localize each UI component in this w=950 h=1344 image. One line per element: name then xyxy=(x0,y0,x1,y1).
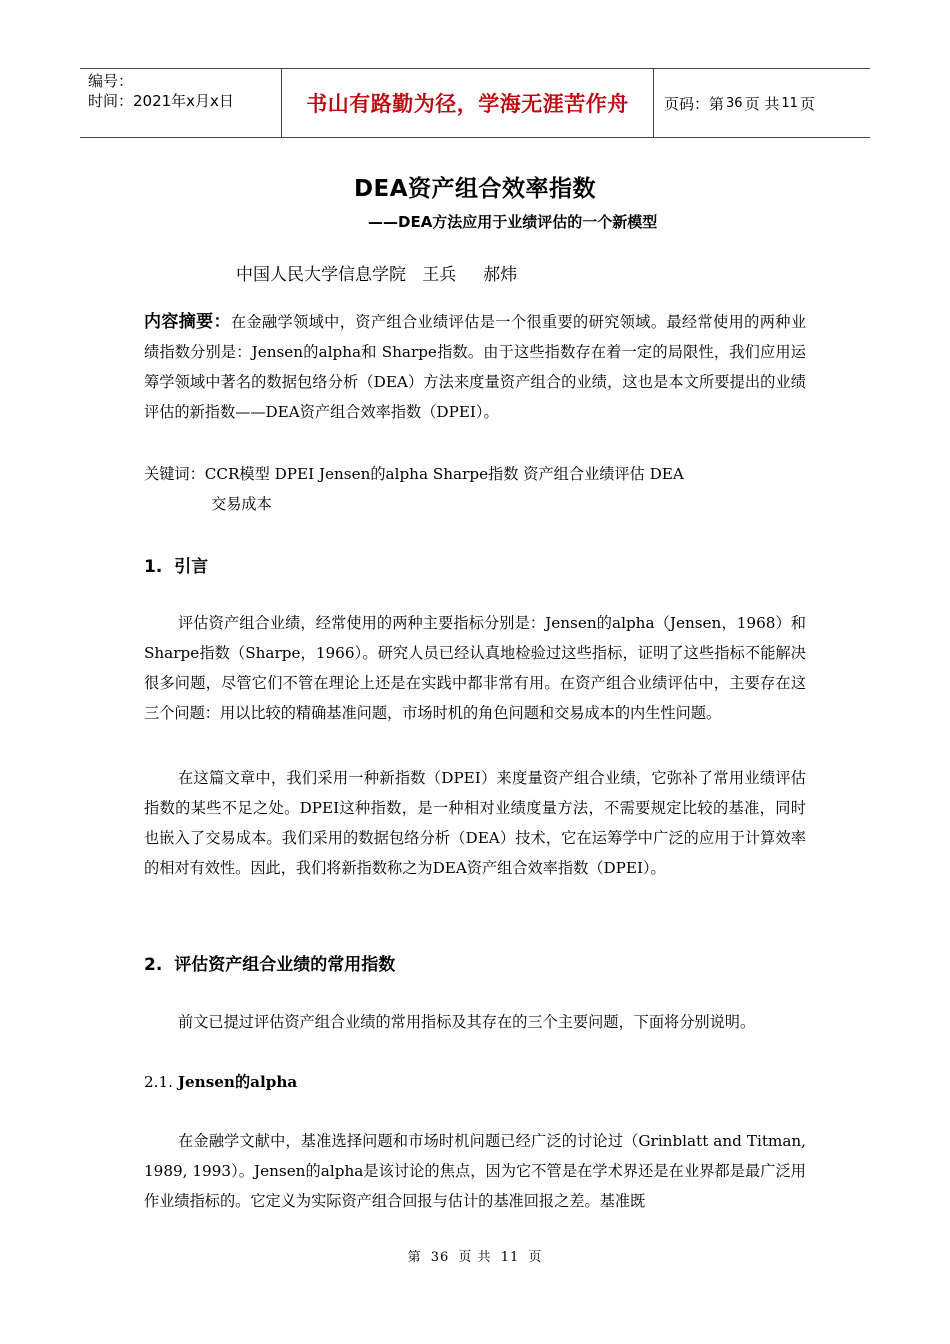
page-header xyxy=(80,68,870,138)
paragraph-1: 评估资产组合业绩，经常使用的两种主要指标分别是：Jensen的alpha（Jensen，1968）和Sharpe指数（Sharpe，1966）。研究人员已经认真地检验过这些指标，证明了这些指标不能解决很多问题，尽管它们不管在理论上还是在实践中都非常有用。在资产组合业绩评估中，主要存在这三个问题：用以比较的精确基准问题，市场时机的角色问题和交易成本的内生性问题。 xyxy=(144,614,806,722)
code-label: 编号： xyxy=(88,72,134,90)
paragraph-4: 在金融学文献中，基准选择问题和市场时机问题已经广泛的讨论过（Grinblatt and Titman, 1989, 1993）。Jensen的alpha是该讨论的焦点，因为它不管是在学术界还是在业界都是最广泛用作业绩指标的。它定义为实际资产组合回报与估计的基准回报之差。基准既 xyxy=(144,1132,806,1210)
subsection-number: 2.1. xyxy=(144,1073,173,1091)
footer-page-total: 11 xyxy=(500,1250,520,1265)
abstract-label: 内容摘要： xyxy=(144,312,231,332)
paragraph-2: 在这篇文章中，我们采用一种新指数（DPEI）来度量资产组合业绩，它弥补了常用业绩评估指数的某些不足之处。DPEI这种指数，是一种相对业绩度量方法，不需要规定比较的基准，同时也嵌入了交易成本。我们采用的数据包络分析（DEA）技术，它在运筹学中广泛的应用于计算效率的相对有效性。因此，我们将新指数称之为DEA资产组合效率指数（DPEI）。 xyxy=(144,769,806,877)
footer-mid: 页 共 xyxy=(458,1250,492,1265)
header-motto: 书山有路勤为径，学海无涯苦作舟 xyxy=(281,69,654,137)
section-number: 2. xyxy=(144,955,163,975)
page-total: 11 xyxy=(781,95,798,111)
section-heading-2 xyxy=(144,950,395,975)
section-title: 引言 xyxy=(174,557,209,577)
abstract xyxy=(144,307,806,427)
paragraph-3: 前文已提过评估资产组合业绩的常用指标及其存在的三个主要问题，下面将分别说明。 xyxy=(178,1013,756,1031)
page-suffix: 页 xyxy=(799,94,815,113)
keywords-label: 关键词： xyxy=(144,465,205,483)
header-meta xyxy=(80,69,281,137)
section-heading-1 xyxy=(144,552,208,577)
abstract-text: 在金融学领域中，资产组合业绩评估是一个很重要的研究领域。最经常使用的两种业绩指数分别是：Jensen的alpha和 Sharpe指数。由于这些指数存在着一定的局限性，我们应用运筹学领域中著名的数据包络分析（DEA）方法来度量资产组合的业绩，这也是本文所要提出的业绩评估的新指数——DEA资产组合效率指数（DPEI）。 xyxy=(144,313,807,421)
time-label: 时间：2021年x月x日 xyxy=(88,92,234,110)
footer-page-current: 36 xyxy=(430,1250,450,1265)
header-page-info xyxy=(654,69,870,137)
section-number: 1. xyxy=(144,557,163,577)
document-authors: 中国人民大学信息学院 王兵 郝炜 xyxy=(236,265,518,285)
page-prefix: 页码：第 xyxy=(664,94,725,113)
document-title: DEA资产组合效率指数 xyxy=(353,176,597,202)
subsection-title: Jensen的alpha xyxy=(177,1073,298,1091)
keywords-line-2: 交易成本 xyxy=(211,495,272,513)
footer-prefix: 第 xyxy=(407,1250,422,1265)
footer-suffix: 页 xyxy=(528,1250,543,1265)
keywords xyxy=(144,459,806,519)
page-footer xyxy=(0,1246,950,1265)
subsection-heading xyxy=(144,1071,297,1092)
page-mid: 页 共 xyxy=(744,94,780,113)
document-subtitle: ——DEA方法应用于业绩评估的一个新模型 xyxy=(368,213,658,231)
section-title: 评估资产组合业绩的常用指数 xyxy=(174,955,396,975)
keywords-line-1: CCR模型 DPEI Jensen的alpha Sharpe指数 资产组合业绩评估 DEA xyxy=(204,465,684,483)
page-current: 36 xyxy=(726,95,743,111)
